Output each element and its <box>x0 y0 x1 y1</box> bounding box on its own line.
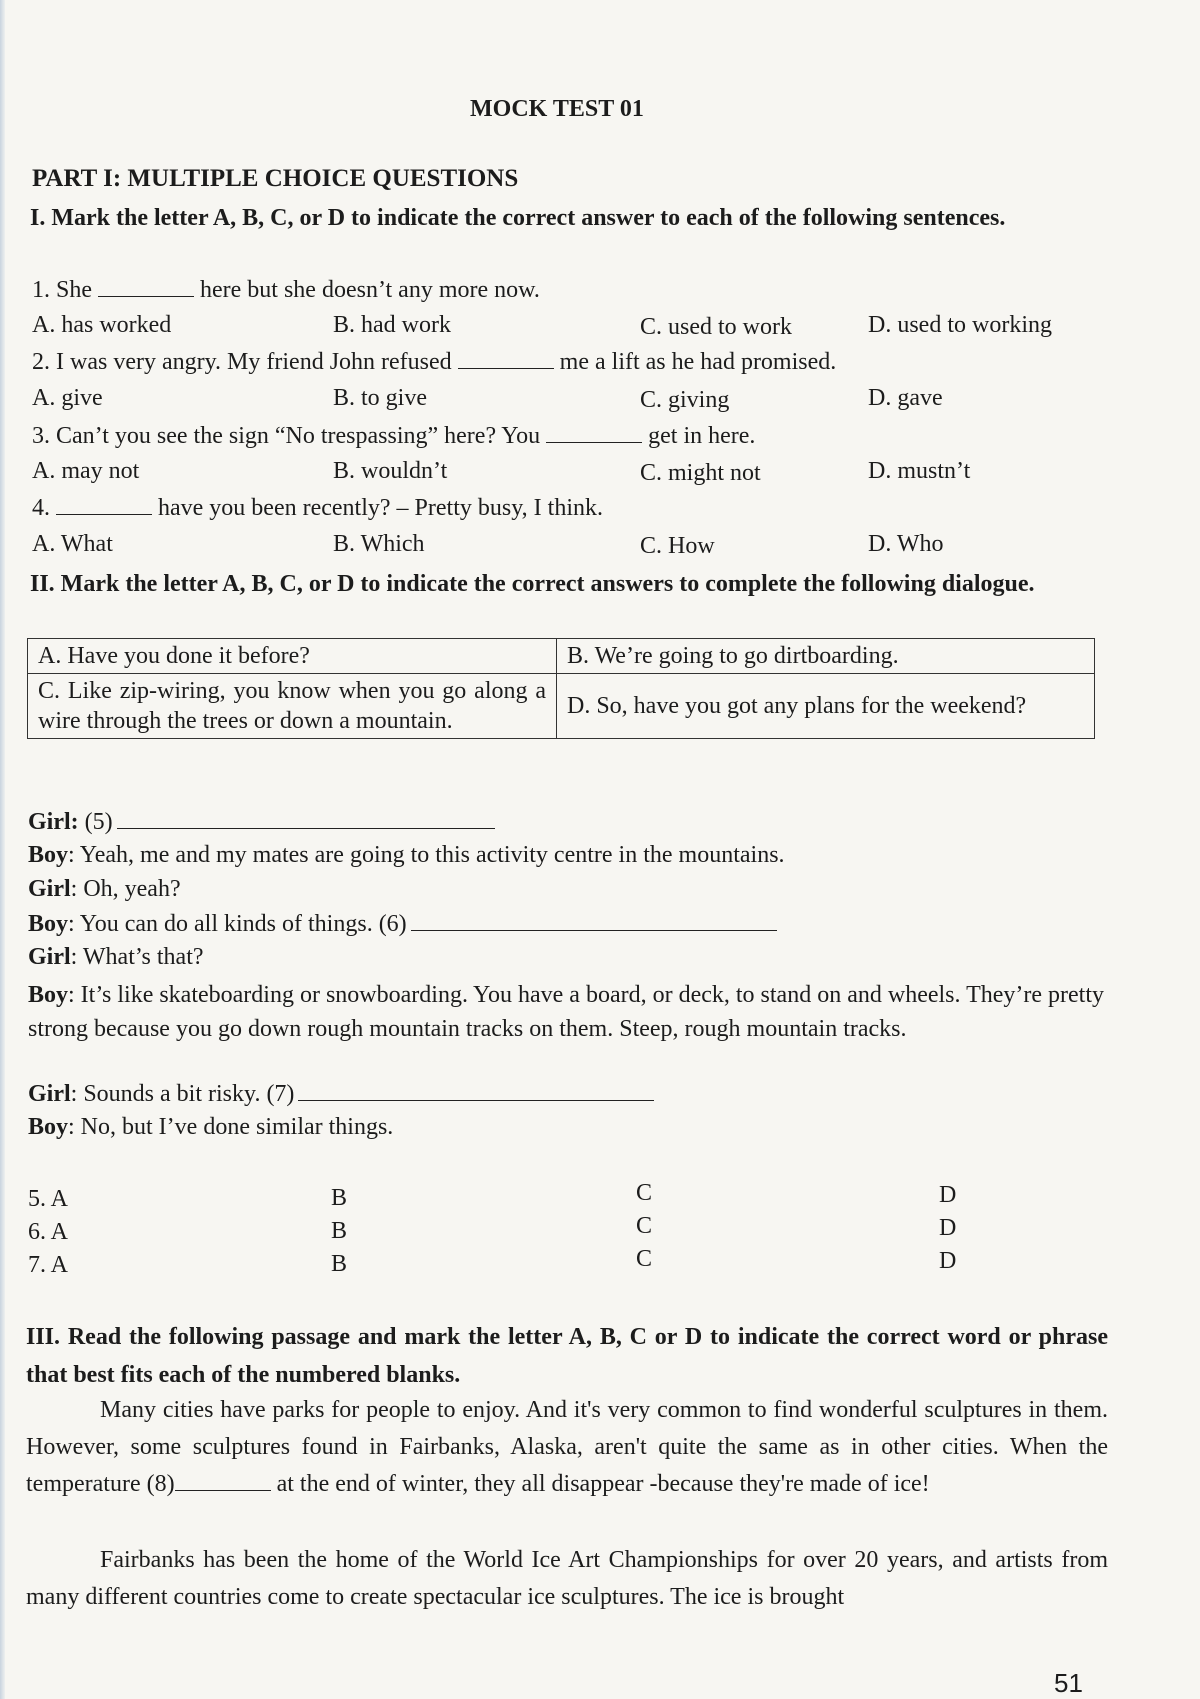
answer-row-5-d: D <box>939 1182 957 1208</box>
dialogue-line <box>28 944 204 971</box>
question-4 <box>32 494 603 522</box>
answer-blank <box>458 348 554 369</box>
option-c: C. used to work <box>640 314 792 340</box>
dialogue-options-table <box>27 638 1095 739</box>
question-text: have you been recently? – Pretty busy, I think. <box>152 495 603 521</box>
answer-row-6-c: C <box>636 1213 653 1239</box>
table-cell-d: D. So, have you got any plans for the weekend? <box>557 674 1095 739</box>
option-c: C. How <box>640 533 715 559</box>
dialogue-line <box>28 978 1113 1046</box>
section1-instruction: I. Mark the letter A, B, C, or D to indicate the correct answer to each of the following sentences. <box>30 205 1006 231</box>
answer-blank <box>546 422 642 443</box>
question-text: me a lift as he had promised. <box>553 349 837 375</box>
page-number: 51 <box>1054 1668 1083 1698</box>
question-1 <box>32 276 540 304</box>
question-text: 4. <box>32 495 56 521</box>
question-text: 1. She <box>32 277 98 303</box>
dialogue-line <box>28 808 495 836</box>
option-d: D. mustn’t <box>868 458 971 484</box>
answer-row-5-a: 5. A <box>28 1186 69 1212</box>
option-a: A. What <box>32 531 113 557</box>
speaker-label: Girl: <box>28 809 79 835</box>
dialogue-text: : Yeah, me and my mates are going to this activity centre in the mountains. <box>68 842 785 868</box>
option-b: B. wouldn’t <box>333 458 448 484</box>
section3-instruction: III. Read the following passage and mark the letter A, B, C or D to indicate the correct word or phrase that best fits each of the numbered blanks. <box>26 1324 1108 1388</box>
question-text: 3. Can’t you see the sign “No trespassing” here? You <box>32 423 547 449</box>
answer-row-5-c: C <box>636 1180 653 1206</box>
answer-blank <box>175 1470 271 1491</box>
passage-paragraph-2: Fairbanks has been the home of the World Ice Art Championships for over 20 years, and artists from many different countries come to create spectacular ice sculptures. The ice is brought <box>26 1547 1108 1610</box>
speaker-label: Girl <box>28 876 71 902</box>
dialogue-text: : It’s like skateboarding or snowboarding. You have a board, or deck, to stand on and wheels. They’re pretty strong because you go down rough mountain tracks on them. Steep, rough mountain tracks. <box>28 982 1104 1042</box>
table-cell-b: B. We’re going to go dirtboarding. <box>557 639 1095 674</box>
passage-text: at the end of winter, they all disappear -because they're made of ice! <box>270 1471 930 1497</box>
speaker-label: Girl <box>28 1081 71 1107</box>
speaker-label: Boy <box>28 911 69 937</box>
dialogue-text: : No, but I’ve done similar things. <box>68 1114 394 1140</box>
option-b: B. had work <box>333 312 451 338</box>
option-a: A. may not <box>32 458 140 484</box>
option-b: B. to give <box>333 385 427 411</box>
option-d: D. used to working <box>868 312 1052 338</box>
dialogue-text: : Oh, yeah? <box>70 876 181 902</box>
dialogue-line <box>28 1080 654 1108</box>
dialogue-line <box>28 876 181 903</box>
dialogue-text: (5) <box>78 809 113 835</box>
table-row <box>28 674 1095 739</box>
speaker-label: Boy <box>28 842 69 868</box>
answer-blank <box>411 910 777 931</box>
question-3 <box>32 422 755 450</box>
speaker-label: Boy <box>28 982 69 1008</box>
table-cell-c: C. Like zip-wiring, you know when you go along a wire through the trees or down a mountain. <box>28 674 557 739</box>
speaker-label: Boy <box>28 1114 69 1140</box>
answer-blank <box>98 276 194 297</box>
answer-row-5-b: B <box>331 1185 348 1211</box>
answer-blank <box>298 1080 654 1101</box>
passage-paragraph-1 <box>26 1392 1108 1503</box>
question-text: 2. I was very angry. My friend John refused <box>32 349 458 375</box>
dialogue-text: : Sounds a bit risky. (7) <box>70 1081 295 1107</box>
answer-row-7-b: B <box>331 1251 348 1277</box>
section2-instruction: II. Mark the letter A, B, C, or D to indicate the correct answers to complete the following dialogue. <box>30 571 1035 597</box>
dialogue-line <box>28 910 777 938</box>
dialogue-line <box>28 842 785 869</box>
option-b: B. Which <box>333 531 425 557</box>
answer-row-6-a: 6. A <box>28 1219 69 1245</box>
dialogue-text: : You can do all kinds of things. (6) <box>68 911 407 937</box>
scan-edge <box>0 0 5 1699</box>
option-d: D. Who <box>868 531 944 557</box>
option-a: A. has worked <box>32 312 172 338</box>
option-d: D. gave <box>868 385 943 411</box>
table-row <box>28 639 1095 674</box>
speaker-label: Girl <box>28 944 71 970</box>
dialogue-text: : What’s that? <box>70 944 204 970</box>
part-title: PART I: MULTIPLE CHOICE QUESTIONS <box>32 165 519 192</box>
dialogue-line <box>28 1114 393 1141</box>
table-cell-a: A. Have you done it before? <box>28 639 557 674</box>
question-text: get in here. <box>642 423 756 449</box>
answer-row-7-d: D <box>939 1248 957 1274</box>
answer-row-6-b: B <box>331 1218 348 1244</box>
option-c: C. giving <box>640 387 730 413</box>
answer-row-6-d: D <box>939 1215 957 1241</box>
question-2 <box>32 348 836 376</box>
answer-row-7-a: 7. A <box>28 1252 69 1278</box>
option-a: A. give <box>32 385 103 411</box>
answer-blank <box>117 808 495 829</box>
answer-blank <box>56 494 152 515</box>
option-c: C. might not <box>640 460 761 486</box>
test-title: MOCK TEST 01 <box>470 96 644 122</box>
answer-row-7-c: C <box>636 1246 653 1272</box>
question-text: here but she doesn’t any more now. <box>194 277 540 303</box>
passage-text: Many cities have parks for people to enjoy. And it's very common to find wonderful sculptures in them. However, some sculptures found in Fairbanks, Alaska, aren't quite the same as in other cities. When the temperature (8) <box>26 1397 1108 1497</box>
